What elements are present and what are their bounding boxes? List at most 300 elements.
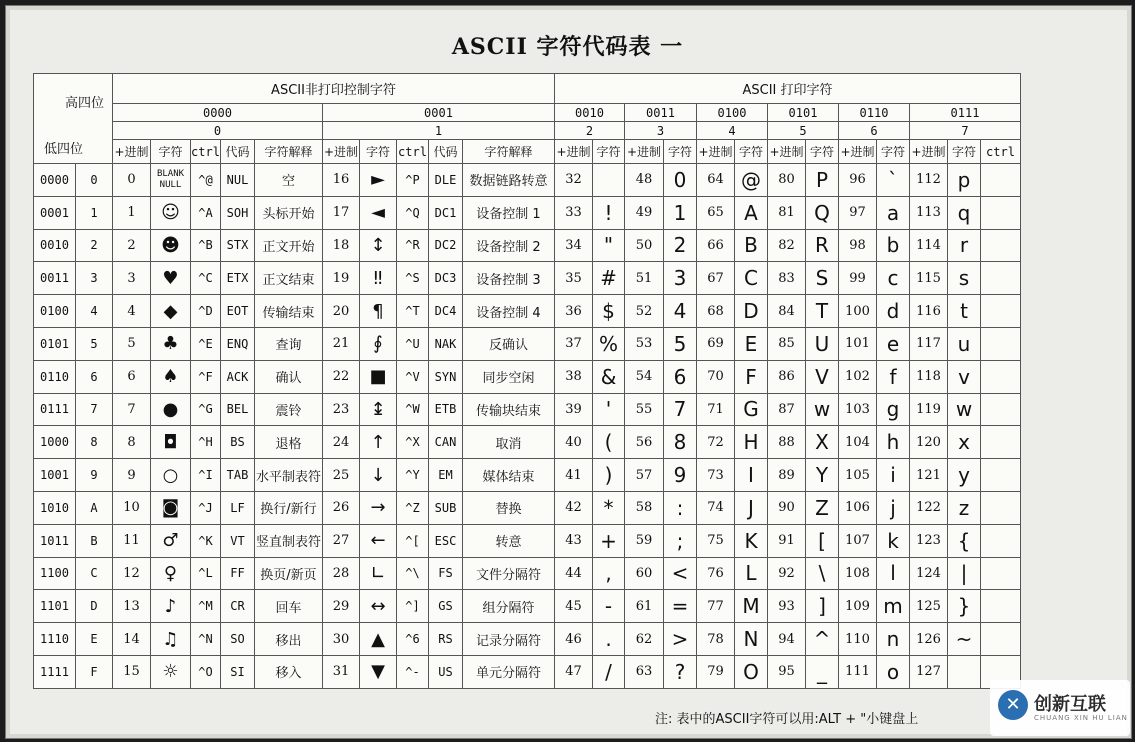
ctrl-combo: ^X [397,426,429,459]
printable-char: j [877,491,910,524]
printable-char: Z [806,491,839,524]
decimal-value: 64 [697,164,735,197]
high-bits-hex: 6 [839,122,910,140]
printable-char: > [664,623,697,656]
decimal-value: 32 [555,164,593,197]
table-row [34,295,1021,328]
low-bits-hex: 3 [76,262,113,295]
low-bits-hex: 9 [76,459,113,492]
ctrl-combo: ^Z [397,491,429,524]
decimal-value: 61 [625,590,664,623]
col-label-char: 字符 [151,140,191,164]
printable-char: J [735,491,768,524]
ctrl-cell [981,262,1021,295]
corner-header [34,74,113,164]
decimal-value: 111 [839,655,877,688]
control-char-glyph: ◘ [151,426,191,459]
group-header-nonprint: ASCII非打印控制字符 [113,74,555,104]
table-row [34,459,1021,492]
printable-char: A [735,196,768,229]
printable-char: < [664,557,697,590]
decimal-value: 94 [768,623,806,656]
decimal-value: 62 [625,623,664,656]
printable-char: + [593,524,625,557]
decimal-value: 112 [910,164,948,197]
table-row [34,590,1021,623]
decimal-value: 54 [625,360,664,393]
decimal-value: 66 [697,229,735,262]
decimal-value: 33 [555,196,593,229]
code-description: 记录分隔符 [463,623,555,656]
printable-char: a [877,196,910,229]
code-description: 移出 [255,623,323,656]
printable-char: 7 [664,393,697,426]
low-bits-binary: 0010 [34,229,76,262]
control-char-glyph: ♠ [151,360,191,393]
low-bits-hex: D [76,590,113,623]
control-code: SOH [221,196,255,229]
printable-char: 8 [664,426,697,459]
decimal-value: 90 [768,491,806,524]
high-bits-hex: 7 [910,122,1021,140]
printable-char: C [735,262,768,295]
printable-char: F [735,360,768,393]
decimal-value: 67 [697,262,735,295]
control-code: DC4 [429,295,463,328]
control-code: DLE [429,164,463,197]
decimal-value: 124 [910,557,948,590]
high-bits-binary: 0001 [323,104,555,122]
col-label-char: 字符 [877,140,910,164]
printable-char: x [948,426,981,459]
code-description: 媒体结束 [463,459,555,492]
printable-char: : [664,491,697,524]
decimal-value: 104 [839,426,877,459]
decimal-value: 35 [555,262,593,295]
ctrl-combo: ^F [191,360,221,393]
decimal-value: 127 [910,655,948,688]
code-description: 取消 [463,426,555,459]
ctrl-cell [981,295,1021,328]
ctrl-combo: ^D [191,295,221,328]
decimal-value: 14 [113,623,151,656]
decimal-value: 36 [555,295,593,328]
decimal-value: 60 [625,557,664,590]
ctrl-combo: ^W [397,393,429,426]
decimal-value: 2 [113,229,151,262]
decimal-value: 80 [768,164,806,197]
printable-char: k [877,524,910,557]
col-label-char: 字符 [593,140,625,164]
decimal-value: 3 [113,262,151,295]
decimal-value: 85 [768,327,806,360]
decimal-value: 118 [910,360,948,393]
printable-char: # [593,262,625,295]
printable-char: u [948,327,981,360]
decimal-value: 57 [625,459,664,492]
decimal-value: 41 [555,459,593,492]
decimal-value: 109 [839,590,877,623]
ctrl-cell [981,426,1021,459]
decimal-value: 106 [839,491,877,524]
printable-char: m [877,590,910,623]
printable-char: ' [593,393,625,426]
printable-char: c [877,262,910,295]
printable-char: h [877,426,910,459]
col-label-char: 字符 [664,140,697,164]
decimal-value: 108 [839,557,877,590]
decimal-value: 117 [910,327,948,360]
printable-char: \ [806,557,839,590]
decimal-value: 42 [555,491,593,524]
decimal-value: 84 [768,295,806,328]
ctrl-cell [981,164,1021,197]
decimal-value: 6 [113,360,151,393]
decimal-value: 93 [768,590,806,623]
decimal-value: 75 [697,524,735,557]
printable-char: G [735,393,768,426]
high-bits-binary: 0110 [839,104,910,122]
printable-char: w [806,393,839,426]
high-bits-label: 高四位 [64,96,104,111]
decimal-value: 99 [839,262,877,295]
printable-char: n [877,623,910,656]
low-bits-hex: E [76,623,113,656]
decimal-value: 56 [625,426,664,459]
low-bits-binary: 0011 [34,262,76,295]
decimal-value: 26 [323,491,360,524]
low-bits-binary: 1010 [34,491,76,524]
decimal-value: 4 [113,295,151,328]
ctrl-combo: ^R [397,229,429,262]
code-description: 组分隔符 [463,590,555,623]
printable-char: y [948,459,981,492]
decimal-value: 8 [113,426,151,459]
decimal-value: 11 [113,524,151,557]
printable-char: w [948,393,981,426]
control-char-glyph: ∮ [360,327,397,360]
decimal-value: 89 [768,459,806,492]
control-char-glyph: ■ [360,360,397,393]
ctrl-combo: ^N [191,623,221,656]
code-description: 空 [255,164,323,197]
decimal-value: 12 [113,557,151,590]
col-label-ctrl: ctrl [191,140,221,164]
ctrl-cell [981,229,1021,262]
code-description: 换行/新行 [255,491,323,524]
printable-char: p [948,164,981,197]
decimal-value: 126 [910,623,948,656]
ctrl-combo: ^G [191,393,221,426]
control-char-glyph: ↑ [360,426,397,459]
printable-char: { [948,524,981,557]
printable-char: , [593,557,625,590]
control-code: DC3 [429,262,463,295]
decimal-value: 20 [323,295,360,328]
control-char-glyph: ☻ [151,229,191,262]
ctrl-combo: ^U [397,327,429,360]
low-bits-hex: B [76,524,113,557]
control-code: BEL [221,393,255,426]
decimal-value: 22 [323,360,360,393]
footnote: 注: 表中的ASCII字符可以用:ALT + "小键盘上 [655,712,919,727]
code-description: 文件分隔符 [463,557,555,590]
decimal-value: 102 [839,360,877,393]
printable-char: l [877,557,910,590]
printable-char: 6 [664,360,697,393]
low-bits-hex: 1 [76,196,113,229]
col-label-ctrl: ctrl [981,140,1021,164]
printable-char: r [948,229,981,262]
ctrl-cell [981,491,1021,524]
decimal-value: 78 [697,623,735,656]
table-row [34,393,1021,426]
decimal-value: 1 [113,196,151,229]
ctrl-combo: ^6 [397,623,429,656]
ctrl-combo: ^- [397,655,429,688]
control-code: ACK [221,360,255,393]
low-bits-hex: C [76,557,113,590]
low-bits-binary: 1001 [34,459,76,492]
table-row [34,360,1021,393]
decimal-value: 48 [625,164,664,197]
ctrl-cell [981,524,1021,557]
low-bits-binary: 0101 [34,327,76,360]
decimal-value: 107 [839,524,877,557]
ctrl-combo: ^K [191,524,221,557]
low-bits-binary: 0001 [34,196,76,229]
printable-char: s [948,262,981,295]
ctrl-combo: ^\ [397,557,429,590]
code-description: 单元分隔符 [463,655,555,688]
control-code: DC2 [429,229,463,262]
printable-char: V [806,360,839,393]
control-char-glyph: ☼ [151,655,191,688]
low-bits-binary: 0100 [34,295,76,328]
printable-char: 0 [664,164,697,197]
decimal-value: 91 [768,524,806,557]
printable-char: ( [593,426,625,459]
decimal-value: 96 [839,164,877,197]
ctrl-combo: ^] [397,590,429,623]
brand-name: 创新互联 [1034,694,1106,715]
printable-char: N [735,623,768,656]
printable-char [948,655,981,688]
control-code: FF [221,557,255,590]
printable-char: 2 [664,229,697,262]
decimal-value: 86 [768,360,806,393]
decimal-value: 71 [697,393,735,426]
decimal-value: 119 [910,393,948,426]
decimal-value: 17 [323,196,360,229]
table-row [34,229,1021,262]
ctrl-combo: ^H [191,426,221,459]
decimal-value: 27 [323,524,360,557]
code-description: 正文结束 [255,262,323,295]
code-description: 退格 [255,426,323,459]
control-code: CR [221,590,255,623]
control-char-glyph: ↓ [360,459,397,492]
decimal-value: 25 [323,459,360,492]
code-description: 震铃 [255,393,323,426]
code-description: 移入 [255,655,323,688]
control-code: RS [429,623,463,656]
low-bits-label: 低四位 [44,142,84,157]
control-char-glyph: ► [360,164,397,197]
code-description: 同步空闲 [463,360,555,393]
ctrl-cell [981,459,1021,492]
col-label-decimal: +进制 [768,140,806,164]
control-char-glyph: ‼ [360,262,397,295]
decimal-value: 45 [555,590,593,623]
control-char-glyph: ♣ [151,327,191,360]
decimal-value: 105 [839,459,877,492]
table-row [34,623,1021,656]
decimal-value: 101 [839,327,877,360]
decimal-value: 77 [697,590,735,623]
high-bits-binary: 0111 [910,104,1021,122]
printable-char: ) [593,459,625,492]
decimal-value: 39 [555,393,593,426]
col-label-code: 代码 [429,140,463,164]
low-bits-hex: 6 [76,360,113,393]
table-row [34,426,1021,459]
control-char-glyph: ☺ [151,196,191,229]
control-code: SUB [429,491,463,524]
decimal-value: 37 [555,327,593,360]
low-bits-hex: F [76,655,113,688]
table-row [34,557,1021,590]
code-description: 头标开始 [255,196,323,229]
control-char-glyph: ● [151,393,191,426]
low-bits-binary: 1111 [34,655,76,688]
code-description: 设备控制 3 [463,262,555,295]
control-char-glyph: ∟ [360,557,397,590]
decimal-value: 121 [910,459,948,492]
ctrl-cell [981,590,1021,623]
col-label-decimal: +进制 [323,140,360,164]
low-bits-binary: 0000 [34,164,76,197]
table-row [34,491,1021,524]
control-char-glyph: ♀ [151,557,191,590]
control-code: GS [429,590,463,623]
printable-char: H [735,426,768,459]
col-label-char: 字符 [806,140,839,164]
high-bits-binary: 0101 [768,104,839,122]
decimal-value: 97 [839,196,877,229]
printable-char: ; [664,524,697,557]
decimal-value: 81 [768,196,806,229]
ctrl-cell [981,196,1021,229]
printable-char: 5 [664,327,697,360]
control-code: NAK [429,327,463,360]
decimal-value: 98 [839,229,877,262]
printable-char: o [877,655,910,688]
ctrl-cell [981,327,1021,360]
printable-char: ^ [806,623,839,656]
control-code: BS [221,426,255,459]
ctrl-combo: ^C [191,262,221,295]
low-bits-hex: 4 [76,295,113,328]
decimal-value: 73 [697,459,735,492]
printable-char: P [806,164,839,197]
decimal-value: 69 [697,327,735,360]
code-description: 设备控制 2 [463,229,555,262]
col-label-code: 代码 [221,140,255,164]
decimal-value: 43 [555,524,593,557]
low-bits-hex: 5 [76,327,113,360]
ctrl-cell [981,360,1021,393]
control-char-glyph: ↔ [360,590,397,623]
table-row [34,164,1021,197]
low-bits-binary: 1110 [34,623,76,656]
control-char-glyph: BLANK NULL [151,164,191,197]
low-bits-hex: 7 [76,393,113,426]
decimal-value: 0 [113,164,151,197]
printable-char: i [877,459,910,492]
ascii-table [33,73,1021,689]
control-char-glyph: ▼ [360,655,397,688]
printable-char: . [593,623,625,656]
decimal-value: 116 [910,295,948,328]
col-label-ctrl: ctrl [397,140,429,164]
decimal-value: 24 [323,426,360,459]
printable-char: | [948,557,981,590]
printable-char: t [948,295,981,328]
decimal-value: 18 [323,229,360,262]
decimal-value: 110 [839,623,877,656]
ctrl-combo: ^I [191,459,221,492]
decimal-value: 92 [768,557,806,590]
control-char-glyph: ↨ [360,393,397,426]
printable-char: D [735,295,768,328]
high-bits-hex: 1 [323,122,555,140]
decimal-value: 13 [113,590,151,623]
col-label-decimal: +进制 [113,140,151,164]
printable-char: Y [806,459,839,492]
decimal-value: 38 [555,360,593,393]
decimal-value: 30 [323,623,360,656]
printable-char: ] [806,590,839,623]
decimal-value: 72 [697,426,735,459]
ctrl-combo: ^L [191,557,221,590]
printable-char: z [948,491,981,524]
printable-char: ! [593,196,625,229]
decimal-value: 29 [323,590,360,623]
printable-char: 9 [664,459,697,492]
low-bits-binary: 1000 [34,426,76,459]
printable-char: M [735,590,768,623]
printable-char: } [948,590,981,623]
control-code: ENQ [221,327,255,360]
ctrl-cell [981,557,1021,590]
code-description: 竖直制表符 [255,524,323,557]
decimal-value: 100 [839,295,877,328]
printable-char: q [948,196,981,229]
printable-char: & [593,360,625,393]
printable-char: T [806,295,839,328]
printable-char: O [735,655,768,688]
printable-char: v [948,360,981,393]
decimal-value: 82 [768,229,806,262]
low-bits-binary: 0111 [34,393,76,426]
decimal-value: 51 [625,262,664,295]
table-row [34,262,1021,295]
col-label-decimal: +进制 [625,140,664,164]
control-char-glyph: ↕ [360,229,397,262]
printable-char: [ [806,524,839,557]
high-bits-hex: 5 [768,122,839,140]
